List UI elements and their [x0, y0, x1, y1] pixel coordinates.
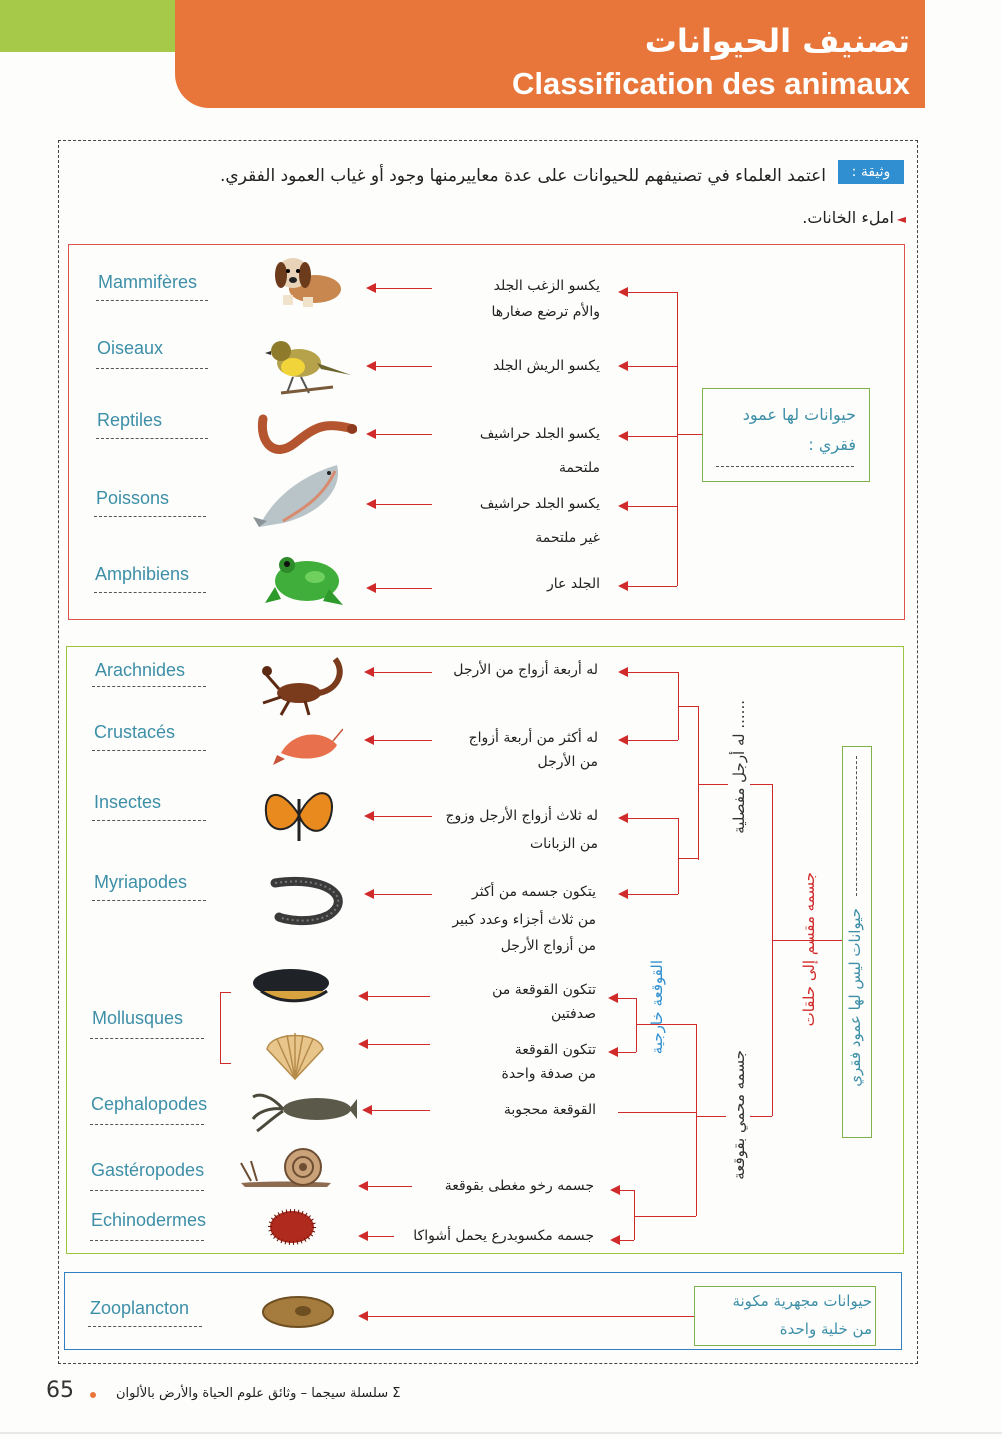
footer-series: Σ سلسلة سيجما – وثائق علوم الحياة والأرض بالألوان [116, 1386, 401, 1401]
vertebrates-answer-line [716, 466, 854, 467]
inv-top-stem [750, 784, 772, 785]
criterion-poissons-1: يكسو الجلد حراشيف [479, 496, 600, 512]
class-name-reptiles: Reptiles [97, 410, 163, 430]
invertebrates-group-label: حيوانات ليس لها عمود فقري [846, 908, 864, 1087]
branch-segmented-label: جسمه مقسم إلى حلقات [800, 872, 818, 1027]
bracket-arrow-arachnides [620, 672, 678, 673]
class-line-reptiles [96, 438, 208, 439]
branch-shell-label: القوقعة خارجية [648, 960, 666, 1055]
bracket-arrow-echinodermes [612, 1240, 634, 1241]
millipede-icon [268, 874, 350, 928]
gast-echino-vertical [634, 1190, 635, 1240]
scallop-icon [262, 1024, 328, 1082]
soft-stem [696, 1116, 726, 1117]
scorpion-icon [258, 652, 350, 718]
urchin-icon [262, 1202, 322, 1246]
instruction-bullet: ◄ [896, 212, 906, 226]
bracket-arrow-crustaces [620, 740, 678, 741]
page-number: 65 [46, 1378, 74, 1403]
class-line-poissons [94, 516, 206, 517]
criterion-insectes-2: من الزبانات [530, 836, 598, 852]
arrow-mammiferes [368, 288, 432, 289]
arrow-crustaces [366, 740, 432, 741]
class-line-oiseaux [96, 368, 208, 369]
protozoa-label-1: حيوانات مجهرية مكونة [732, 1292, 872, 1310]
class-name-mollusques: Mollusques [92, 1008, 184, 1028]
footer-dot [90, 1392, 96, 1398]
class-name-zooplancton: Zooplancton [90, 1298, 190, 1318]
class-line-mollusques [90, 1038, 204, 1039]
class-name-oiseaux: Oiseaux [97, 338, 164, 358]
bracket-arrow-gasteropodes [612, 1190, 634, 1191]
criterion-cephalopodes-1: القوقعة محجوبة [503, 1102, 596, 1118]
shrimp-icon [272, 724, 344, 768]
arrow-oiseaux [368, 366, 432, 367]
bracket-arrow-oiseaux [620, 366, 677, 367]
criterion-reptiles-2: ملتحمة [559, 460, 600, 476]
branch-soft-label: جسمه محمي بقوقعة [730, 1050, 748, 1180]
insect-myria-vertical [678, 818, 679, 894]
arrow-echinodermes [360, 1236, 394, 1237]
bracket-arrow-mollusc-1 [610, 998, 636, 999]
class-line-amphibiens [94, 592, 206, 593]
ceph-stem [618, 1112, 696, 1113]
criterion-myriapodes-1: يتكون جسمه من أكثر [471, 884, 596, 900]
criterion-poissons-2: غير ملتحمة [535, 530, 600, 546]
inv-main-h [772, 940, 822, 941]
arrow-amphibiens [368, 588, 432, 589]
bracket-arrow-mammiferes [620, 292, 677, 293]
class-name-arachnides: Arachnides [95, 660, 186, 680]
mussel-icon [250, 960, 334, 1010]
arrow-myriapodes [366, 894, 432, 895]
arrow-mussel [360, 996, 430, 997]
bracket-arrow-insectes [620, 818, 678, 819]
gast-echino-stem [634, 1216, 696, 1217]
bracket-arrow-mollusc-2 [610, 1052, 636, 1053]
snail-icon [236, 1144, 336, 1188]
criterion-arachnides-1: له أربعة أزواج من الأرجل [453, 662, 598, 678]
soft-vertical [696, 1024, 697, 1216]
bracket-arrow-myriapodes [620, 894, 678, 895]
mollusc-bracket [220, 992, 231, 1064]
mollusc-criterion-2b: من صدفة واحدة [501, 1066, 596, 1082]
articulated-vertical [698, 706, 699, 860]
class-line-myriapodes [92, 900, 206, 901]
page-title-fr: Classification des animaux [512, 66, 910, 101]
class-line-cephalopodes [90, 1124, 204, 1125]
class-line-insectes [92, 820, 206, 821]
arrow-cephalopodes [364, 1110, 430, 1111]
mollusc-shell-stem [636, 1024, 696, 1025]
class-name-poissons: Poissons [96, 488, 170, 508]
articulated-stem [698, 784, 728, 785]
class-name-amphibiens: Amphibiens [95, 564, 190, 584]
inv-main-stem [822, 940, 842, 941]
arrow-reptiles [368, 434, 432, 435]
mollusc-shell-vertical [636, 998, 637, 1052]
frog-icon [262, 546, 348, 612]
bracket-arrow-poissons [620, 506, 677, 507]
criterion-reptiles-1: يكسو الجلد حراشيف [479, 426, 600, 442]
class-name-crustaces: Crustacés [94, 722, 176, 742]
vertebrates-bracket-vertical [677, 292, 678, 586]
arrow-scallop [360, 1044, 430, 1045]
snake-icon [254, 412, 358, 462]
class-line-arachnides [92, 686, 206, 687]
criterion-gasteropodes-1: جسمه رخو مغطى بقوقعة [444, 1178, 594, 1194]
criterion-amphibiens-1: الجلد عار [546, 576, 600, 592]
criterion-myriapodes-3: من أزواج الأرجل [500, 938, 596, 954]
mollusc-criterion-2a: تتكون القوقعة [514, 1042, 596, 1058]
protozoa-label-2: من خلية واحدة [779, 1320, 872, 1338]
arrow-zooplancton [360, 1316, 694, 1317]
vertebrates-group-label: حيوانات لها عمود فقري : [742, 405, 856, 454]
document-instruction: املء الخانات. [802, 208, 894, 227]
arrow-gasteropodes [360, 1186, 412, 1187]
mollusc-criterion-1b: صدفتين [550, 1006, 596, 1022]
criterion-mammiferes-1: يكسو الزغب الجلد [493, 278, 600, 294]
class-line-gasteropodes [90, 1190, 204, 1191]
page-title-ar: تصنيف الحيوانات [644, 22, 910, 60]
class-line-mammiferes [96, 300, 208, 301]
arrow-arachnides [366, 672, 432, 673]
dog-icon [262, 248, 348, 312]
arrow-insectes [366, 816, 432, 817]
class-name-echinodermes: Echinodermes [91, 1210, 207, 1230]
criterion-crustaces-1: له أكثر من أربعة أزواج [468, 730, 598, 746]
squid-icon [250, 1084, 358, 1134]
bracket-arrow-amphibiens [620, 586, 677, 587]
mollusc-criterion-1a: تتكون القوقعة من [492, 982, 596, 998]
criterion-mammiferes-2: والأم ترضع صغارها [491, 304, 600, 320]
paramecium-icon [260, 1292, 336, 1332]
branch-articulated-label: له أرجل مفصلية ...... [730, 700, 748, 834]
arach-crust-stem [678, 706, 698, 707]
class-name-gasteropodes: Gastéropodes [91, 1160, 205, 1180]
inv-bottom-stem [750, 1116, 772, 1117]
document-label: وثيقة : [838, 160, 904, 184]
document-intro: اعتمد العلماء في تصنيفهم للحيوانات على عدة معاييرمنها وجود أو غياب العمود الفقري. [219, 166, 826, 186]
fish-icon [252, 456, 348, 534]
class-name-mammiferes: Mammifères [98, 272, 198, 292]
criterion-oiseaux-1: يكسو الريش الجلد [492, 358, 600, 374]
class-line-zooplancton [88, 1326, 202, 1327]
arrow-poissons [368, 504, 432, 505]
class-line-echinodermes [90, 1240, 204, 1241]
criterion-crustaces-2: من الأرجل [537, 754, 598, 770]
bracket-arrow-reptiles [620, 436, 677, 437]
invertebrates-answer-line [856, 756, 857, 896]
vertebrates-bracket-stem [677, 434, 702, 435]
criterion-echinodermes-1: جسمه مكسوبدرع يحمل أشواكا [413, 1228, 594, 1244]
criterion-myriapodes-2: من ثلاث أجزاء وعدد كبير [452, 912, 596, 928]
criterion-insectes-1: له ثلاث أزواج الأرجل وزوج [445, 808, 598, 824]
footer-rule [0, 1432, 1002, 1434]
class-line-crustaces [92, 750, 206, 751]
class-name-myriapodes: Myriapodes [94, 872, 188, 892]
butterfly-icon [258, 778, 340, 850]
bird-icon [262, 326, 354, 402]
header-green-band [0, 0, 180, 52]
class-name-insectes: Insectes [94, 792, 162, 812]
class-name-cephalopodes: Cephalopodes [91, 1094, 208, 1114]
insect-myria-stem [678, 858, 698, 859]
inv-main-vertical [772, 784, 773, 1116]
